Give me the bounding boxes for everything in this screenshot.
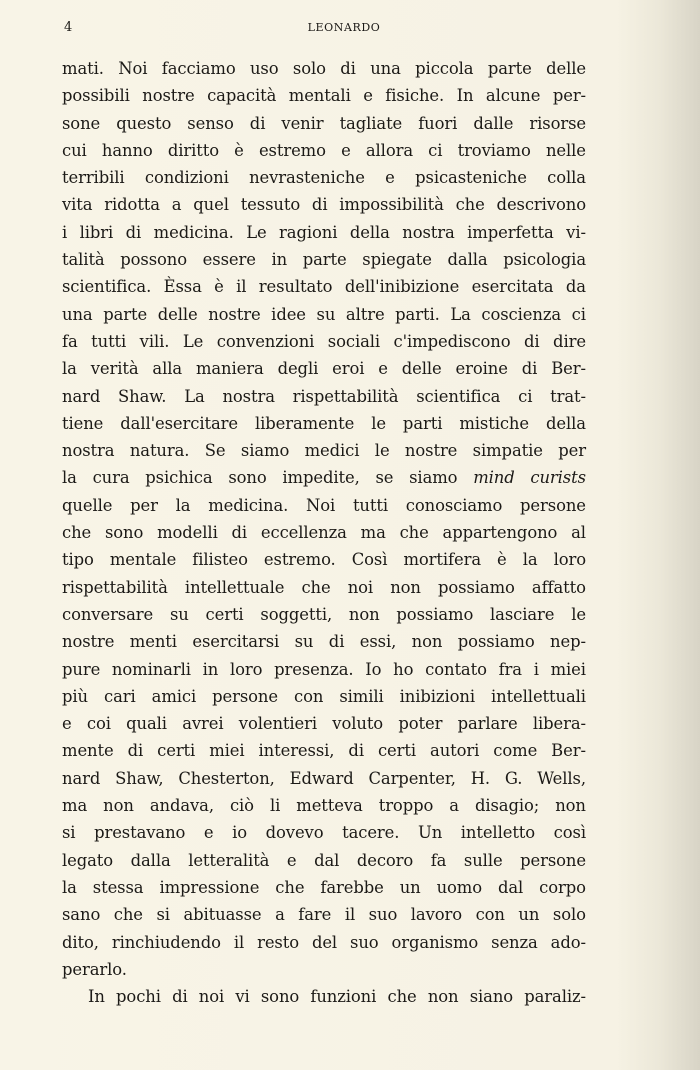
text-line: vita ridotta a quel tessuto di impossibilità che descrivono xyxy=(62,195,586,215)
text-line: perarlo. xyxy=(62,959,127,979)
text-line: nard Shaw, Chesterton, Edward Carpenter, H. G. Wells, xyxy=(62,768,586,788)
text-line: mati. Noi facciamo uso solo di una piccola parte delle xyxy=(62,59,586,78)
text-line: più cari amici persone con simili inibizioni intellettuali xyxy=(62,686,586,706)
running-title: LEONARDO xyxy=(307,21,381,34)
text-line: pure nominarli in loro presenza. Io ho contato fra i miei xyxy=(62,659,586,679)
text-line: In pochi di noi vi sono funzioni che non siano paraliz- xyxy=(88,987,586,1007)
text-line: cui hanno diritto è estremo e allora ci troviamo nelle xyxy=(62,140,586,160)
text-line: e coi quali avrei volentieri voluto poter parlare libera- xyxy=(62,714,586,734)
text-line: fa tutti vili. Le convenzioni sociali c'impediscono di dire xyxy=(62,331,586,351)
text-line: la verità alla maniera degli eroi e delle eroine di Ber- xyxy=(62,359,586,379)
text-line: dito, rinchiudendo il resto del suo organismo senza ado- xyxy=(62,932,586,952)
text-line: una parte delle nostre idee su altre parti. La coscienza ci xyxy=(62,304,586,324)
text-line: possibili nostre capacità mentali e fisiche. In alcune per- xyxy=(62,86,586,106)
text-line: la stessa impressione che farebbe un uomo dal corpo xyxy=(62,877,586,897)
text-line: tiene dall'esercitare liberamente le parti mistiche della xyxy=(62,413,586,433)
text-line: nard Shaw. La nostra rispettabilità scientifica ci trat- xyxy=(62,386,586,406)
text-line: la cura psichica sono impedite, se siamo mind curists xyxy=(62,468,586,488)
body-text xyxy=(62,55,586,1010)
text-line: quelle per la medicina. Noi tutti conosciamo persone xyxy=(62,495,586,515)
text-line: scientifica. Èssa è il resultato dell'inibizione esercitata da xyxy=(62,277,586,297)
text-line: si prestavano e io dovevo tacere. Un intelletto così xyxy=(62,823,586,843)
text-line: nostre menti esercitarsi su di essi, non possiamo nep- xyxy=(62,632,586,652)
text-line: tipo mentale filisteo estremo. Così mortifera è la loro xyxy=(62,550,586,570)
page-number: 4 xyxy=(64,20,73,35)
page-header xyxy=(64,18,624,38)
text-line: che sono modelli di eccellenza ma che appartengono al xyxy=(62,523,586,543)
text-line: i libri di medicina. Le ragioni della nostra imperfetta vi- xyxy=(62,222,586,242)
text-line: sano che si abituasse a fare il suo lavoro con un solo xyxy=(62,905,586,925)
text-line: legato dalla letteralità e dal decoro fa sulle persone xyxy=(62,850,586,870)
text-line: ma non andava, ciò li metteva troppo a disagio; non xyxy=(62,796,586,816)
text-line: conversare su certi soggetti, non possiamo lasciare le xyxy=(62,604,586,624)
text-line: nostra natura. Se siamo medici le nostre simpatie per xyxy=(62,441,586,461)
text-line: talità possono essere in parte spiegate dalla psicologia xyxy=(62,250,586,270)
text-line: sone questo senso di venir tagliate fuori dalle risorse xyxy=(62,113,586,133)
text-line: mente di certi miei interessi, di certi autori come Ber- xyxy=(62,741,586,761)
text-line: terribili condizioni nevrasteniche e psicasteniche colla xyxy=(62,168,586,188)
text-line: rispettabilità intellettuale che noi non possiamo affatto xyxy=(62,577,586,597)
